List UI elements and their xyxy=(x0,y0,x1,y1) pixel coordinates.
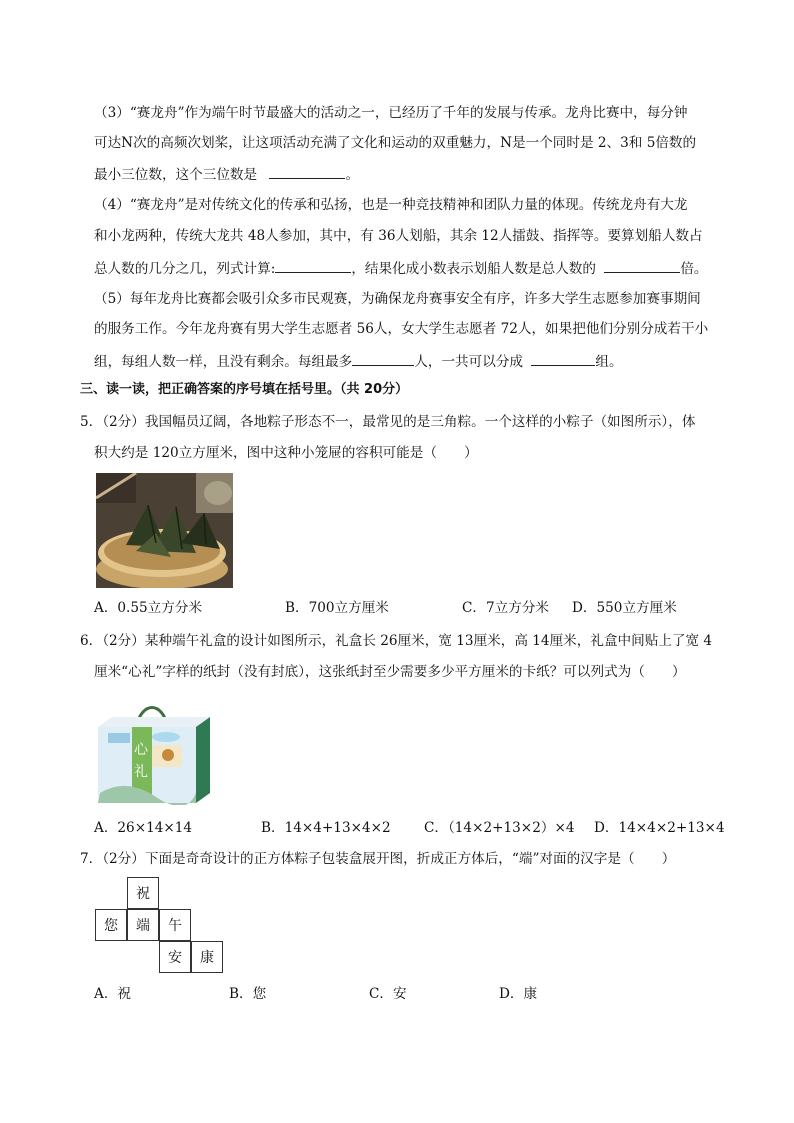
q4-line-3-end: 倍。 xyxy=(680,261,708,277)
section-3-heading: 三、读一读，把正确答案的序号填在括号里。（共 20分） xyxy=(80,382,409,397)
q5b-line-3-end: 组。 xyxy=(595,354,623,370)
q7-option-c[interactable]: C．安 xyxy=(369,986,407,1002)
q7-line-1: 7．（2分）下面是奇奇设计的正方体粽子包装盒展开图，折成正方体后，“端”对面的汉字是（ ） xyxy=(80,851,676,867)
q4-line-1: （4）“赛龙舟”是对传统文化的传承和弘扬，也是一种竞技精神和团队力量的体现。传统龙舟有大龙 xyxy=(94,197,688,213)
q4-line-3-mid: ，结果化成小数表示划船人数是总人数的 xyxy=(351,261,596,277)
q4-decimal-blank[interactable] xyxy=(604,258,680,273)
q5-option-a[interactable]: A．0.55立方分米 xyxy=(94,600,203,616)
q6-option-b[interactable]: B．14×4+13×4×2 xyxy=(261,820,391,836)
q5-line-1: 5．（2分）我国幅员辽阔，各地粽子形态不一，最常见的是三角粽。一个这样的小粽子（如图所示），体 xyxy=(80,414,696,430)
q7-option-d[interactable]: D．康 xyxy=(499,986,538,1002)
cube-face-duan: 端 xyxy=(127,909,159,941)
q5b-line-3 xyxy=(94,351,623,371)
q5b-groups-blank[interactable] xyxy=(531,351,595,366)
q3-answer-blank[interactable] xyxy=(269,164,345,179)
cube-face-zhu: 祝 xyxy=(127,877,159,909)
gift-box-text-li: 礼 xyxy=(134,764,148,780)
gift-box-text-xin: 心 xyxy=(134,742,148,758)
q6-option-d[interactable]: D．14×4×2+13×4 xyxy=(594,820,725,836)
gift-box-image xyxy=(96,697,211,805)
q5-option-c[interactable]: C．7立方分米 xyxy=(462,600,550,616)
q7-option-a[interactable]: A．祝 xyxy=(94,986,132,1002)
q5b-line-2: 的服务工作。今年龙舟赛有男大学生志愿者 56人，女大学生志愿者 72人，如果把他们分别分成若干小 xyxy=(94,321,709,337)
q6-option-a[interactable]: A．26×14×14 xyxy=(94,820,193,836)
q3-line-1: （3）“赛龙舟”作为端午时节最盛大的活动之一，已经历了千年的发展与传承。龙舟比赛中，每分钟 xyxy=(94,105,688,121)
cube-face-kang: 康 xyxy=(191,941,223,973)
cube-face-an: 安 xyxy=(159,941,191,973)
q7-option-b[interactable]: B．您 xyxy=(229,986,267,1002)
q5b-line-3-text: 组，每组人数一样，且没有剩余。每组最多 xyxy=(94,354,353,370)
q6-line-1: 6．（2分）某种端午礼盒的设计如图所示，礼盒长 26厘米，宽 13厘米，高 14厘米，礼盒中间贴上了宽 4 xyxy=(80,633,713,649)
q5-line-2: 积大约是 120立方厘米，图中这种小笼屉的容积可能是（ ） xyxy=(94,445,478,461)
q5-option-b[interactable]: B．700立方厘米 xyxy=(285,600,389,616)
q5b-max-blank[interactable] xyxy=(352,351,414,366)
q6-line-2: 厘米“心礼”字样的纸封（没有封底），这张纸封至少需要多少平方厘米的卡纸？可以列式为（ ） xyxy=(94,664,686,680)
q5-option-d[interactable]: D．550立方厘米 xyxy=(572,600,677,616)
q6-option-c[interactable]: C．（14×2+13×2）×4 xyxy=(424,820,575,836)
q5b-line-3-mid: 人，一共可以分成 xyxy=(414,354,524,370)
q3-line-3 xyxy=(94,164,359,184)
zongzi-steamer-image xyxy=(96,473,233,588)
q3-line-2: 可达N次的高频次划桨，让这项活动充满了文化和运动的双重魅力，N是一个同时是 2、3和 5倍数的 xyxy=(94,135,697,151)
q5b-line-1: （5）每年龙舟比赛都会吸引众多市民观赛，为确保龙舟赛事安全有序，许多大学生志愿参加赛事期间 xyxy=(94,291,701,307)
q3-line-3-text: 最小三位数，这个三位数是 xyxy=(94,167,258,183)
cube-face-wu: 午 xyxy=(159,909,191,941)
q4-line-3 xyxy=(94,258,708,278)
q4-expression-blank[interactable] xyxy=(275,258,351,273)
q4-line-3-text: 总人数的几分之几，列式计算: xyxy=(94,261,276,277)
cube-face-nin: 您 xyxy=(95,909,127,941)
q3-line-3-end: 。 xyxy=(345,167,360,183)
q4-line-2: 和小龙两种，传统大龙共 48人参加，其中，有 36人划船，其余 12人擂鼓、指挥等。要算划船人数占 xyxy=(94,228,703,244)
